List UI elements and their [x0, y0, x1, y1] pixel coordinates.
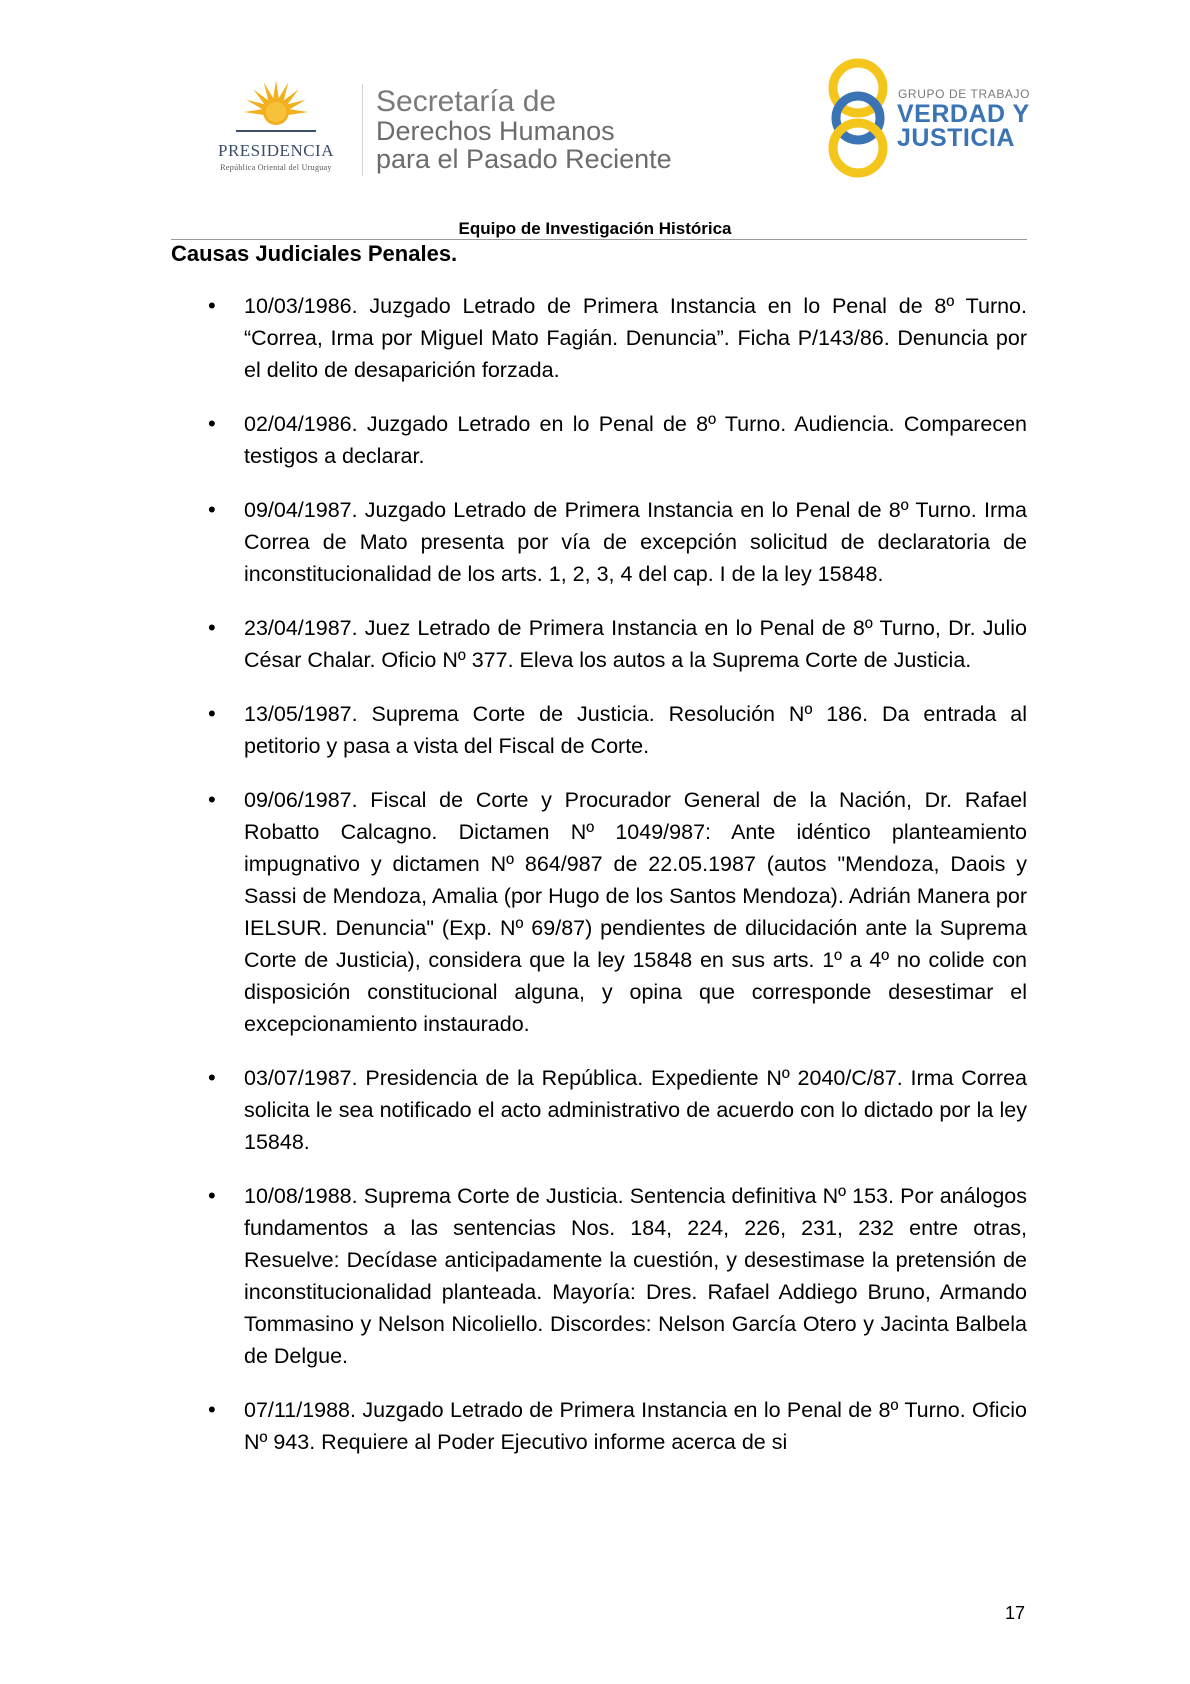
list-item: [0, 290, 1190, 386]
bullet: •: [208, 411, 216, 436]
bullet: •: [208, 497, 216, 522]
presidencia-logo: [196, 78, 356, 178]
logo-divider: [362, 84, 363, 176]
entry-text: 03/07/1987. Presidencia de la República. Expediente Nº 2040/C/87. Irma Correa solicita le sea notificado el acto administrativo de acuerdo con lo dictado por la ley 15848.: [244, 1066, 1027, 1154]
section-title: Causas Judiciales Penales.: [171, 241, 458, 266]
secretaria-line1: Secretaría de: [376, 85, 557, 118]
list-item: [0, 784, 1190, 1040]
entry-text: 02/04/1986. Juzgado Letrado en lo Penal de 8º Turno. Audiencia. Comparecen testigos a declarar.: [244, 412, 1027, 468]
entry-text: 09/04/1987. Juzgado Letrado de Primera Instancia en lo Penal de 8º Turno. Irma Correa de Mato presenta por vía de excepción solicitud de declaratoria de inconstitucionalidad de los arts. 1, 2, 3, 4 del cap. I de la ley 15848.: [244, 498, 1027, 586]
list-item: [0, 494, 1190, 590]
list-item: [0, 698, 1190, 762]
bullet: •: [208, 293, 216, 318]
page-header: [0, 0, 1190, 215]
page-number: 17: [1005, 1603, 1026, 1623]
secretaria-logo: [376, 86, 672, 173]
verdad-justicia-logo: [822, 56, 1042, 181]
bullet: •: [208, 1397, 216, 1422]
grupo-label: GRUPO DE TRABAJO: [898, 87, 1031, 101]
entry-text: 23/04/1987. Juez Letrado de Primera Instancia en lo Penal de 8º Turno, Dr. Julio César Chalar. Oficio Nº 377. Eleva los autos a la Suprema Corte de Justicia.: [244, 616, 1027, 672]
secretaria-line2: Derechos Humanos: [376, 116, 615, 146]
entry-text: 09/06/1987. Fiscal de Corte y Procurador General de la Nación, Dr. Rafael Robatto Calcagno. Dictamen Nº 1049/987: Ante idéntico planteamiento impugnativo y dictamen Nº 864/987 de 22.05.1987 (autos "Mendoza, Daois y Sassi de Mendoza, Amalia (por Hugo de los Santos Mendoza). Adrián Manera por IELSUR. Denuncia" (Exp. Nº 69/87) pendientes de dilucidación ante la Suprema Corte de Justicia), considera que la ley 15848 en sus arts. 1º a 4º no colide con disposición constitucional alguna, y opina que corresponde desestimar el excepcionamiento instaurado.: [244, 788, 1027, 1036]
bullet: •: [208, 701, 216, 726]
linked-rings-icon: [822, 56, 898, 181]
header-rule: [171, 239, 1027, 240]
team-heading: Equipo de Investigación Histórica: [458, 219, 732, 238]
list-item: [0, 612, 1190, 676]
list-item: [0, 1180, 1190, 1372]
entry-text: 10/08/1988. Suprema Corte de Justicia. Sentencia definitiva Nº 153. Por análogos fundamentos a las sentencias Nos. 184, 224, 226, 231, 232 entre otras, Resuelve: Decídase anticipadamente la cuestión, y desestimase la pretensión de inconstitucionalidad planteada. Mayoría: Dres. Rafael Addiego Bruno, Armando Tommasino y Nelson Nicoliello. Discordes: Nelson García Otero y Jacinta Balbela de Delgue.: [244, 1184, 1027, 1368]
presidencia-title: PRESIDENCIA: [217, 141, 334, 160]
entry-text: 13/05/1987. Suprema Corte de Justicia. Resolución Nº 186. Da entrada al petitorio y pasa a vista del Fiscal de Corte.: [244, 702, 1027, 758]
secretaria-line3: para el Pasado Reciente: [376, 144, 672, 174]
entry-text: 07/11/1988. Juzgado Letrado de Primera Instancia en lo Penal de 8º Turno. Oficio Nº 943. Requiere al Poder Ejecutivo informe acerca de si: [244, 1398, 1027, 1454]
list-item: [0, 1062, 1190, 1158]
verdad-label: VERDAD Y: [897, 100, 1030, 128]
list-item: [0, 408, 1190, 472]
bullet: •: [208, 615, 216, 640]
entries-list: [0, 290, 1190, 1480]
justicia-label: JUSTICIA: [897, 124, 1015, 152]
sun-emblem-icon: [236, 78, 316, 140]
bullet: •: [208, 1065, 216, 1090]
presidencia-subtitle: República Oriental del Uruguay: [220, 163, 332, 172]
bullet: •: [208, 1183, 216, 1208]
entry-text: 10/03/1986. Juzgado Letrado de Primera Instancia en lo Penal de 8º Turno. “Correa, Irma por Miguel Mato Fagián. Denuncia”. Ficha P/143/86. Denuncia por el delito de desaparición forzada.: [244, 294, 1027, 382]
list-item: [0, 1394, 1190, 1458]
bullet: •: [208, 787, 216, 812]
